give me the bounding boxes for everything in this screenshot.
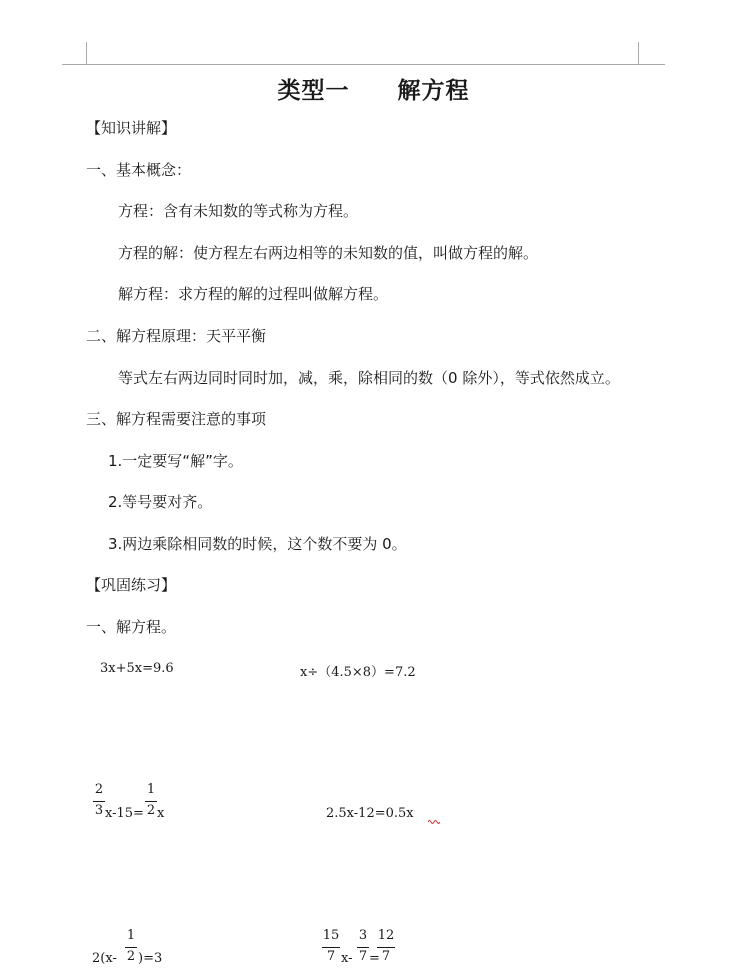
- equation-4: 2.5x-12=0.5x: [326, 806, 414, 821]
- equation-2: x÷（4.5×8）=7.2: [300, 665, 416, 680]
- principle-heading: 二、解方程原理：天平平衡: [86, 327, 267, 345]
- page-title: 类型一 解方程: [277, 78, 470, 104]
- fraction-twelve-sevenths: 12 7: [377, 928, 395, 964]
- fraction-three-sevenths: 3 7: [358, 928, 368, 964]
- equation-1: 3x+5x=9.6: [100, 661, 174, 676]
- notes-heading: 三、解方程需要注意的事项: [86, 410, 267, 428]
- fraction-two-thirds: 2 3: [94, 782, 104, 818]
- note-item-2: 2.等号要对齐。: [108, 493, 213, 511]
- header-margin-line: [62, 64, 665, 65]
- concept-solving: 解方程：求方程的解的过程叫做解方程。: [118, 285, 389, 303]
- document-page: 类型一 解方程 【知识讲解】 一、基本概念： 方程：含有未知数的等式称为方程。 方程的解：使方程左右两边相等的未知数的值，叫做方程的解。 解方程：求方程的解的过程叫做解方程。 二、解方程原理：天平平衡 等式左右两边同时同时加，减，乘，除相同的数（0 除外），等式依然成立。 三、解方程需要注意的事项 1.一定要写“解”字。 2.等号要对齐。 3.两边乘除相同数的时候，这个数不要为 0。 【巩固练习】 一、解方程。 3x+5x=9.6 x÷（4.5×8）=7.2 2 3 x-15= 1 2 x 2.5x-12=0.5x 2(x- 1 2 )=3 15 7 x- 3 7 = 12 7: [0, 0, 747, 972]
- concepts-heading: 一、基本概念：: [86, 161, 192, 179]
- note-item-3: 3.两边乘除相同数的时候，这个数不要为 0。: [108, 535, 407, 553]
- knowledge-heading: 【知识讲解】: [86, 119, 177, 137]
- margin-corner-left: [86, 42, 87, 64]
- fraction-one-half: 1 2: [146, 782, 156, 818]
- spellcheck-squiggle-icon: [428, 819, 440, 825]
- fraction-one-half: 1 2: [126, 928, 136, 964]
- exercise-heading: 一、解方程。: [86, 618, 177, 636]
- concept-equation: 方程：含有未知数的等式称为方程。: [118, 202, 359, 220]
- note-item-1: 1.一定要写“解”字。: [108, 452, 243, 470]
- margin-corner-right: [638, 42, 639, 64]
- fraction-fifteen-sevenths: 15 7: [322, 928, 340, 964]
- principle-text: 等式左右两边同时同时加，减，乘，除相同的数（0 除外），等式依然成立。: [118, 369, 620, 387]
- concept-solution: 方程的解：使方程左右两边相等的未知数的值，叫做方程的解。: [118, 244, 539, 262]
- practice-heading: 【巩固练习】: [86, 576, 177, 594]
